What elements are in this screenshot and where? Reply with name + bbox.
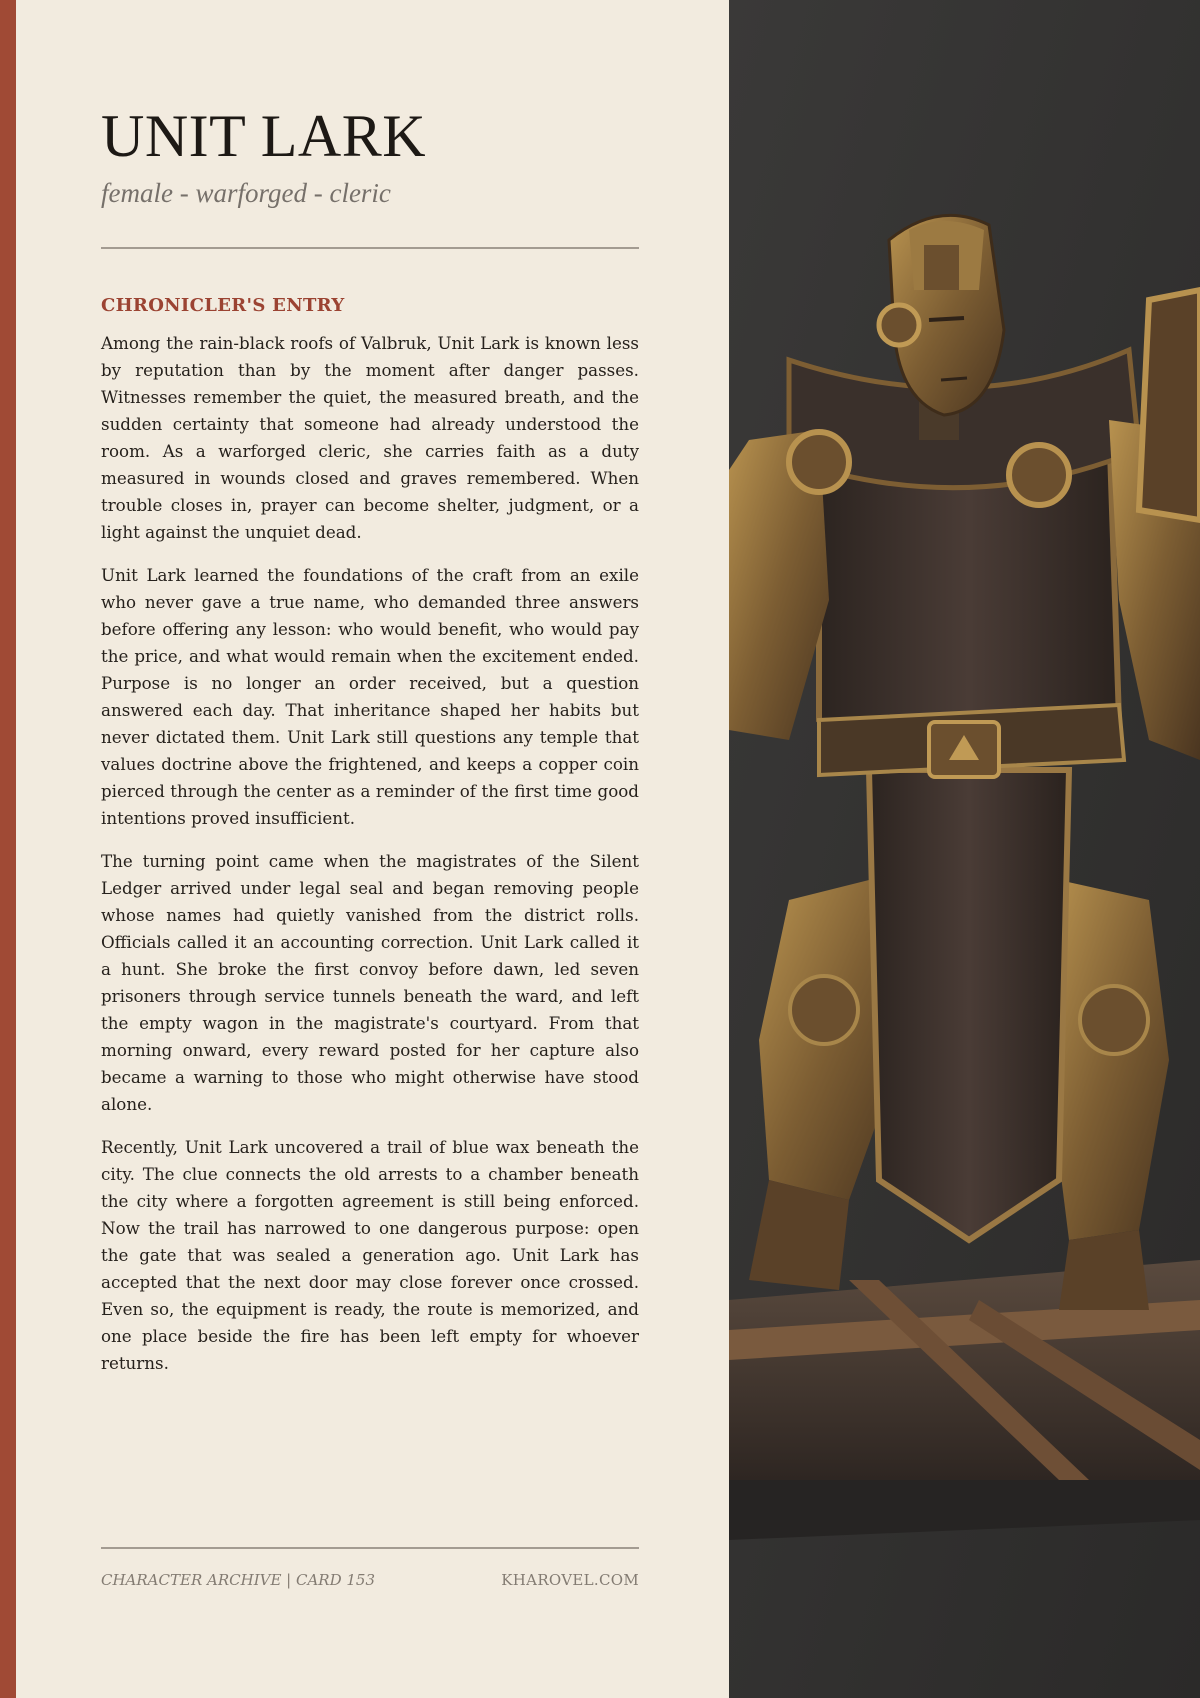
paragraph: Recently, Unit Lark uncovered a trail of blue wax beneath the city. The clue connects the old arrests to a chamber beneath the city where a forgotten agreement is still being enforced. Now the trail has narrowed to one dangerous purpose: open the gate that was sealed a generation ago. Unit Lark has accepted that the next door may close forever once crossed. Even so, the equipment is ready, the route is memorized, and one place beside the fire has been left empty for whoever returns. xyxy=(101,1137,639,1373)
card-footer xyxy=(101,1547,639,1589)
text-panel xyxy=(16,0,729,1698)
chronicle-body xyxy=(101,330,639,1377)
paragraph: Unit Lark learned the foundations of the craft from an exile who never gave a true name, who demanded three answers before offering any lesson: who would benefit, who would pay the price, and what would remain when the excitement ended. Purpose is no longer an order received, but a question answered each day. That inheritance shaped her habits but never dictated them. Unit Lark still questions any temple that values doctrine above the frightened, and keeps a copper coin pierced through the center as a reminder of the first time good intentions proved insufficient. xyxy=(101,565,639,828)
warforged-figure-illustration xyxy=(729,0,1200,1698)
character-figure-image xyxy=(729,0,1200,1698)
character-subtitle: female - warforged - cleric xyxy=(101,178,391,208)
card-content xyxy=(101,102,639,1393)
shield-icon xyxy=(1139,290,1200,520)
paragraph: Among the rain-black roofs of Valbruk, Unit Lark is known less by reputation than by the moment after danger passes. Witnesses remember the quiet, the measured breath, and the sudden certainty that someone had already understood the room. As a warforged cleric, she carries faith as a duty measured in wounds closed and graves remembered. When trouble closes in, prayer can become shelter, judgment, or a light against the unquiet dead. xyxy=(101,333,639,542)
archive-label: CHARACTER ARCHIVE | CARD 153 xyxy=(101,1571,376,1589)
accent-bar xyxy=(0,0,16,1698)
paragraph: The turning point came when the magistrates of the Silent Ledger arrived under legal seal and began removing people whose names had quietly vanished from the district rolls. Officials called it an accounting correction. Unit Lark called it a hunt. She broke the first convoy before dawn, led seven prisoners through service tunnels beneath the ward, and left the empty wagon in the magistrate's courtyard. From that morning onward, every reward posted for her capture also became a warning to those who might otherwise have stood alone. xyxy=(101,851,639,1114)
site-label: KHAROVEL.COM xyxy=(501,1571,639,1589)
character-name: UNIT LARK xyxy=(101,103,427,169)
footer-divider xyxy=(101,1547,639,1549)
footer-row xyxy=(101,1571,639,1589)
header-divider xyxy=(101,247,639,249)
section-heading: CHRONICLER'S ENTRY xyxy=(101,295,345,316)
